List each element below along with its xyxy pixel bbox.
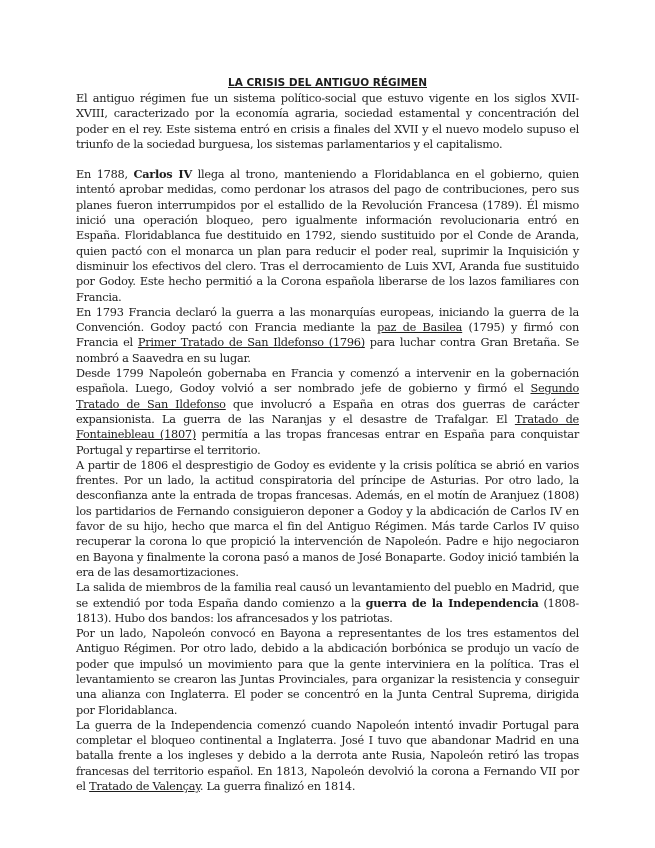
underlined-term-fontainebleau: Tratado de Fontainebleau (1807): [76, 412, 579, 442]
document-title: LA CRISIS DEL ANTIGUO RÉGIMEN: [228, 77, 427, 89]
text-run: para luchar contra Gran Bretaña. Se nombró a Saavedra en su lugar.: [76, 336, 579, 365]
text-run: (1808-1813). Hubo dos bandos: los afrancesados y los patriotas.: [76, 596, 579, 625]
bold-term-carlos-iv: Carlos IV: [133, 167, 192, 182]
text-run: En 1788,: [76, 168, 134, 182]
paragraph-convencion: [76, 305, 579, 366]
text-run: La salida de miembros de la familia real causó un levantamiento del pueblo en Madrid, que se extendió por toda España dando comienzo a la: [76, 581, 579, 610]
paragraph-juntas: Por un lado, Napoleón convocó en Bayona a representantes de los tres estamentos del Antiguo Régimen. Por otro lado, debido a la abdicación borbónica se produjo un vacío de poder que impulsó un movimiento para que la gente interviniera en la política. Tras el levantamiento se crearon las Juntas Provinciales, para organizar la resistencia y conseguir una alianza con Inglaterra. El poder se concentró en la Junta Central Suprema, dirigida por Floridablanca.: [76, 627, 579, 717]
text-run: En 1793 Francia declaró la guerra a las monarquías europeas, iniciando la guerra de la Convención. Godoy pactó con Francia mediante la: [76, 305, 579, 335]
underlined-term-paz-basilea: paz de Basilea: [377, 321, 463, 335]
paragraph-intro: El antiguo régimen fue un sistema político-social que estuvo vigente en los siglos XVII-XVIII, caracterizado por la economía agraria, sociedad estamental y concentración del poder en el rey. Este sistema entró en crisis a finales del XVII y el nuevo modelo supuso el triunfo de la sociedad burguesa, los sistemas parlamentarios y el capitalismo.: [76, 92, 579, 151]
text-run: permitía a las tropas francesas entrar en España para conquistar Portugal y repartirse el territorio.: [76, 428, 579, 457]
text-run: que involucró a España en otras dos guerras de carácter expansionista. La guerra de las Naranjas y el desastre de Trafalgar. El: [76, 397, 579, 426]
text-run: Desde 1799 Napoleón gobernaba en Francia y comenzó a intervenir en la gobernación española. Luego, Godoy volvió a ser nombrado jefe de gobierno y firmó el: [76, 367, 579, 396]
text-run: La guerra de la Independencia comenzó cuando Napoleón intentó invadir Portugal para completar el bloqueo continental a Inglaterra. José I tuvo que abandonar Madrid en una batalla frente a los ingleses y debido a la derrota ante Rusia, Napoleón retiró las tropas francesas del territorio español. En 1813, Napoleón devolvió la corona a Fernando VII por el: [76, 718, 579, 794]
paragraph-final-guerra: [76, 718, 579, 794]
underlined-term-primer-tratado: Primer Tratado de San Ildefonso (1796): [137, 336, 365, 350]
text-run: . La guerra finalizó en 1814.: [199, 780, 356, 794]
underlined-term-valencay: Tratado de Valençay: [89, 780, 200, 794]
underlined-term-segundo-tratado: Segundo Tratado de San Ildefonso: [76, 382, 579, 411]
text-run: llega al trono, manteniendo a Floridablanca en el gobierno, quien intentó aprobar medidas, como perdonar los atrasos del pago de contribuciones, pero sus planes fueron interrumpidos por el estallido de la Revolución Francesa (1789). Él mismo inició una operación bloqueo, pero igualmente información revolucionaria entró en España. Floridablanca fue destituido en 1792, siendo sustituido por el Conde de Aranda, quien pactó con el monarca un plan para reducir el poder real, suprimir la Inquisición y disminuir los efectivos del clero. Tras el derrocamiento de Luis XVI, Aranda fue sustituido por Godoy. Este hecho permitió a la Corona española liberarse de los lazos familiares con Francia.: [76, 168, 580, 304]
paragraph-crisis-1806: A partir de 1806 el desprestigio de Godoy es evidente y la crisis política se abrió en varios frentes. Por un lado, la actitud conspiratoria del príncipe de Asturias. Por otro lado, la desconfianza ante la entrada de tropas francesas. Además, en el motín de Aranjuez (1808) los partidarios de Fernando consiguieron deponer a Godoy y la abdicación de Carlos IV en favor de su hijo, hecho que marca el fin del Antiguo Régimen. Más tarde Carlos IV quiso recuperar la corona lo que propició la intervención de Napoleón. Padre e hijo negociaron en Bayona y finalmente la corona pasó a manos de José Bonaparte. Godoy inició también la era de las desamortizaciones.: [76, 458, 579, 579]
paragraph-levantamiento: [76, 580, 579, 626]
document-page: [76, 76, 579, 794]
paragraph-napoleon: [76, 366, 579, 458]
bold-term-guerra-independencia: guerra de la Independencia: [365, 595, 539, 610]
paragraph-carlos-iv: [76, 167, 579, 305]
text-run: (1795) y firmó con Francia el: [76, 321, 579, 350]
